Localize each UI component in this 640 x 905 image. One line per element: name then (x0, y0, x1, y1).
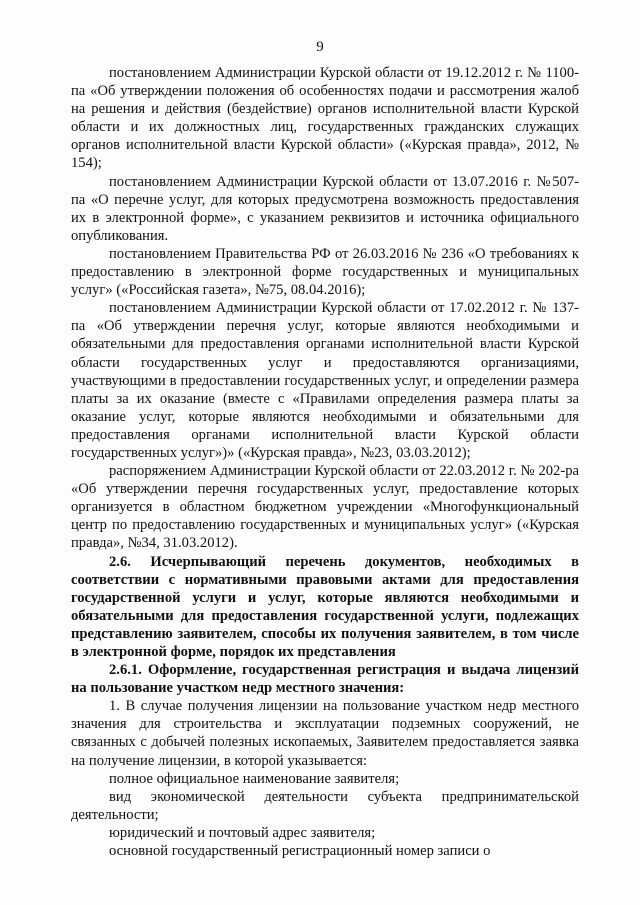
document-body (71, 64, 579, 860)
list-item-registration-number: основной государственный регистрационный номер записи о (109, 843, 491, 860)
page-number: 9 (316, 39, 324, 55)
list-item-address: юридический и почтовый адрес заявителя; (109, 824, 376, 841)
paragraph-item-1: 1. В случае получения лицензии на пользование участком недр местного значения для строительства и эксплуатации подземных сооружений, не связанных с добычей полезных ископаемых, Заявителем предоставляется заявка на получение лицензии, в которой указывается: (71, 698, 579, 769)
paragraph-resolution-236: постановлением Правительства РФ от 26.03.2016 № 236 «О требованиях к предоставлению в электронной форме государственных и муниципальных услуг» («Российская газета», №75, 08.04.2016); (71, 245, 579, 299)
section-heading-2-6-1: 2.6.1. Оформление, государственная регистрация и выдача лицензий на пользование участком недр местного значения: (71, 662, 579, 697)
paragraph-resolution-137: постановлением Администрации Курской области от 17.02.2012 г. № 137-па «Об утверждении перечня услуг, которые являются необходимыми и обязательными для предоставления органами исполнительной власти Курской области государственных услуг и предоставляются организациями, участвующими в предоставлении государственных услуг, и определении размера платы за их оказание (вместе с «Правилами определения размера платы за оказание услуг, которые являются необходимыми и обязательными для предоставления органами исполнительной власти Курской области государственных услуг»)» («Курская правда», №23, 03.03.2012); (71, 300, 579, 461)
section-heading-2-6: 2.6. Исчерпывающий перечень документов, необходимых в соответствии с нормативными правовыми актами для предоставления государственной услуги и услуг, которые являются необходимыми и обязательными для предоставления государственной услуги, подлежащих представлению заявителем, способы их получения заявителем, в том числе в электронной форме, порядок их представления (71, 553, 579, 660)
paragraph-resolution-1100: постановлением Администрации Курской области от 19.12.2012 г. № 1100-па «Об утверждении положения об особенностях подачи и рассмотрения жалоб на решения и действия (бездействие) органов исполнительной власти Курской области и их должностных лиц, государственных гражданских служащих органов исполнительной власти Курской области» («Курская правда», 2012, № 154); (71, 65, 579, 172)
paragraph-resolution-507: постановлением Администрации Курской области от 13.07.2016 г. №507-па «О перечне услуг, для которых предусмотрена возможность предоставления их в электронной форме», с указанием реквизитов и источника официального опубликования. (71, 173, 579, 244)
list-item-full-name: полное официальное наименование заявителя; (109, 770, 400, 787)
paragraph-order-202: распоряжением Администрации Курской области от 22.03.2012 г. № 202-ра «Об утверждении перечня государственных услуг, предоставление которых организуется в областном бюджетном учреждении «Многофункциональный центр по предоставлению государственных и муниципальных услуг» («Курская правда», №34, 31.03.2012). (71, 463, 579, 552)
list-item-activity-type: вид экономической деятельности субъекта предпринимательской деятельности; (71, 788, 579, 823)
